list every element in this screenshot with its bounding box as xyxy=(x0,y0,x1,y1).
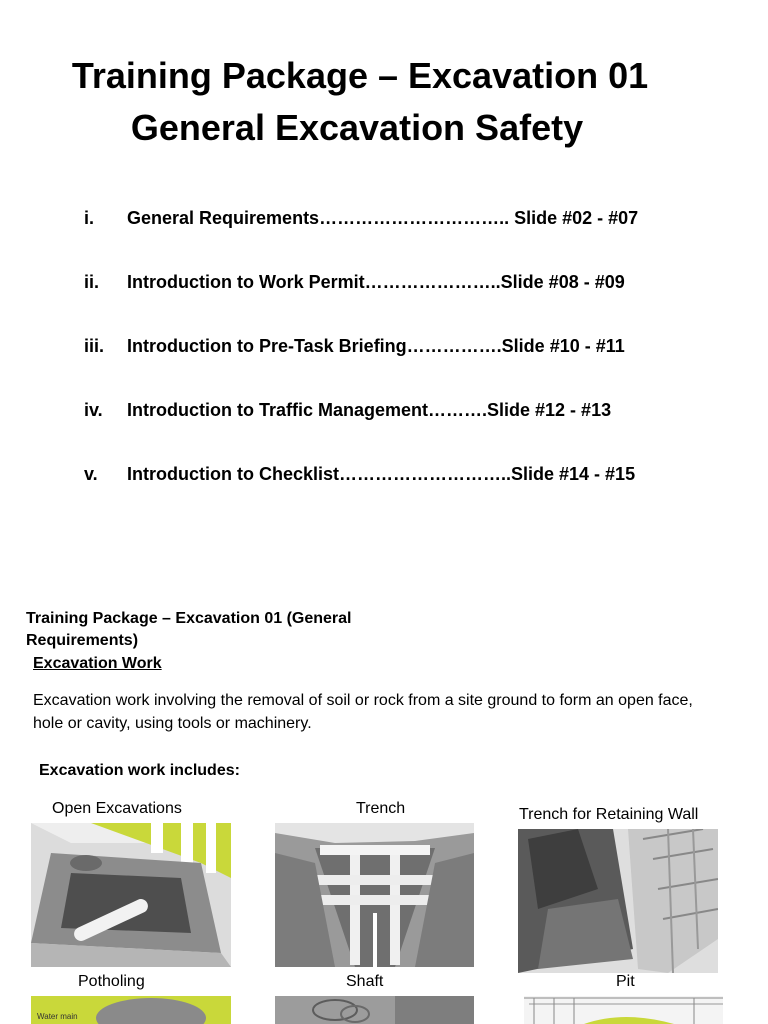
toc-number: iii. xyxy=(84,336,105,356)
includes-label: Excavation work includes: xyxy=(39,762,240,779)
potholing-image-text: Water main xyxy=(37,1012,78,1021)
page-title-line-2: General Excavation Safety xyxy=(130,107,584,148)
section-paragraph: Excavation work involving the removal of soil or rock from a site ground to form an open face, hole or cavity, using tools or machinery. xyxy=(33,692,693,732)
caption-pit: Pit xyxy=(616,973,635,990)
toc-text: Introduction to Work Permit…………………..Slide #08 - #09 xyxy=(127,272,625,292)
section-title: Training Package – Excavation 01 (General Requirements) xyxy=(26,610,352,649)
image-shaft xyxy=(275,996,474,1024)
image-trench xyxy=(275,823,474,967)
toc-item-3 xyxy=(84,333,625,359)
caption-open-excavations: Open Excavations xyxy=(52,800,182,817)
toc-text: Introduction to Checklist………………………..Slide #14 - #15 xyxy=(127,464,636,484)
caption-trench-retaining-wall: Trench for Retaining Wall xyxy=(519,806,699,823)
caption-trench: Trench xyxy=(356,800,406,817)
image-potholing xyxy=(31,996,231,1024)
toc-text: General Requirements………………………….. Slide #02 - #07 xyxy=(127,208,639,228)
image-trench-retaining-wall xyxy=(518,829,718,973)
toc-text: Introduction to Pre-Task Briefing…………….Slide #10 - #11 xyxy=(127,336,625,356)
image-pit xyxy=(524,996,723,1024)
image-open-excavations xyxy=(31,823,231,967)
toc-number: v. xyxy=(84,464,98,484)
toc-item-5 xyxy=(84,461,635,487)
caption-shaft: Shaft xyxy=(346,973,384,990)
toc-number: iv. xyxy=(84,400,103,420)
section-subtitle: Excavation Work xyxy=(33,655,162,672)
toc-item-1 xyxy=(84,205,638,231)
toc-item-4 xyxy=(84,397,611,423)
page-title-line-1: Training Package – Excavation 01 xyxy=(71,55,649,96)
toc-number: i. xyxy=(84,208,95,228)
toc-text: Introduction to Traffic Management……….Slide #12 - #13 xyxy=(127,400,612,420)
toc-number: ii. xyxy=(84,272,100,292)
caption-potholing: Potholing xyxy=(78,973,145,990)
toc-item-2 xyxy=(84,269,625,295)
